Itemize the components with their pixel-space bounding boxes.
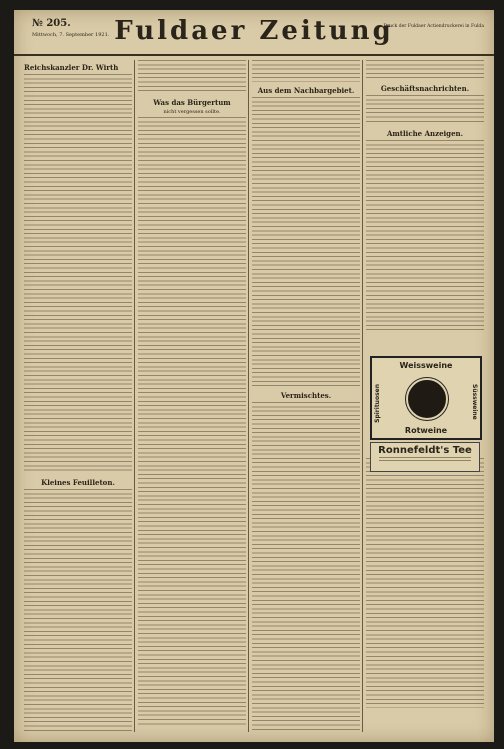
issue-date: Mittwoch, 7. September 1921. [32, 32, 110, 38]
article-body-vermischtes [252, 402, 360, 732]
article-heading-buergertum: Was das Bürgertum [153, 98, 231, 107]
newspaper-title: Fuldaer Zeitung [114, 16, 394, 46]
newspaper-page [14, 10, 494, 742]
article-body-continued [138, 60, 246, 94]
tea-advertisement [370, 442, 480, 472]
column-2 [138, 60, 246, 732]
article-body-nachbargebiet [252, 97, 360, 387]
ad-emblem [406, 378, 448, 420]
wine-advertisement [370, 356, 482, 440]
article-heading-geschaeft: Geschäftsnachrichten. [380, 84, 470, 93]
article-subheading-buergertum: nicht vergessen sollte. [163, 109, 221, 115]
printer-line: Druck der Fuldaer Actiendruckerei in Fulda [383, 24, 484, 29]
column-rule [134, 60, 135, 732]
article-heading-nachbargebiet: Aus dem Nachbargebiet. [257, 86, 355, 95]
article-heading-amtlich: Amtliche Anzeigen. [386, 129, 464, 138]
column-rule [248, 60, 249, 732]
ad-spirituosen: Spirituosen [374, 384, 381, 423]
article-body-geschaeft [366, 95, 484, 125]
article-body-continued [252, 60, 360, 82]
article-body-buergertum [138, 117, 246, 727]
article-heading-wirth: Reichskanzler Dr. Wirth [24, 63, 119, 72]
masthead [14, 10, 494, 56]
ad-suessweine: Süssweine [471, 384, 478, 420]
ad-tea-brand: Ronnefeldt's Tee [378, 445, 472, 456]
column-1 [24, 60, 132, 732]
ad-weissweine: Weissweine [399, 361, 453, 370]
article-body-continued [366, 60, 484, 80]
article-body-lower [366, 458, 484, 708]
article-body-feuilleton [24, 489, 132, 732]
issue-number: № 205. [32, 18, 71, 29]
article-heading-feuilleton: Kleines Feuilleton. [41, 478, 115, 487]
ad-rotweine: Rotweine [404, 426, 448, 435]
column-3 [252, 60, 360, 732]
article-body-amtlich [366, 140, 484, 330]
article-heading-vermischtes: Vermischtes. [280, 391, 332, 400]
article-body-wirth [24, 74, 132, 474]
ad-tea-fineprint [371, 457, 479, 463]
column-rule [362, 60, 363, 732]
